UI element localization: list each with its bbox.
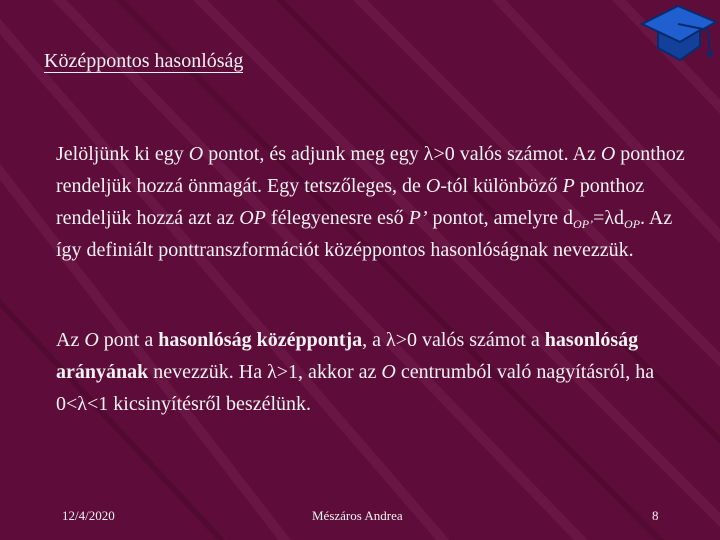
subscript-op-prime xyxy=(573,217,593,231)
slide-title: Középpontos hasonlóság xyxy=(44,50,244,72)
lambda-symbol: λ xyxy=(386,329,396,351)
text-run: centrumból való nagyításról, ha 0< xyxy=(56,361,655,415)
text-run: >1, akkor az xyxy=(276,361,382,383)
lambda-symbol: λ xyxy=(423,143,434,165)
subscript-text: OP xyxy=(624,217,641,231)
terminology-paragraph xyxy=(56,324,696,420)
text-run: nevezzük. Ha xyxy=(148,361,268,383)
lambda-symbol: λ xyxy=(77,393,87,415)
text-run: = xyxy=(593,207,605,229)
text-run: >0 valós számot a xyxy=(395,329,545,351)
graduation-cap-icon xyxy=(638,0,720,76)
footer-date: 12/4/2020 xyxy=(62,508,115,523)
text-run: pontot, és adjunk meg egy xyxy=(203,143,424,165)
text-run: pont a xyxy=(98,329,159,351)
point-o: O xyxy=(188,143,204,165)
text-run: d xyxy=(614,207,625,229)
ray-op: OP xyxy=(239,207,266,229)
footer-page-number: 8 xyxy=(652,508,659,523)
lambda-symbol: λ xyxy=(267,361,277,383)
text-run: Jelöljünk ki egy xyxy=(56,143,189,165)
text-run: <1 kicsinyítésről beszélünk. xyxy=(86,393,311,415)
text-run: >0 valós számot. Az xyxy=(433,143,601,165)
text-run: . Az így definiált ponttranszformációt középpontos hasonlóságnak nevezzük. xyxy=(56,207,673,261)
text-run: -tól különböző xyxy=(440,175,563,197)
text-run: ponthoz rendeljük hozzá önmagát. Egy tetszőleges, de xyxy=(56,143,685,197)
term-center: hasonlóság középpontja xyxy=(158,329,363,351)
point-p: P xyxy=(562,175,575,197)
footer-author: Mészáros Andrea xyxy=(312,508,403,523)
text-run: , a xyxy=(362,329,387,351)
point-p-prime: P’ xyxy=(408,207,428,229)
point-o: O xyxy=(84,329,99,351)
point-o: O xyxy=(425,175,441,197)
subscript-text: OP’ xyxy=(573,217,594,231)
term-ratio: hasonlóság arányának xyxy=(56,329,639,383)
lambda-symbol: λ xyxy=(604,207,615,229)
text-run: félegyenesre eső xyxy=(265,207,409,229)
point-o: O xyxy=(600,143,616,165)
text-run: pontot, amelyre d xyxy=(427,207,574,229)
definition-paragraph xyxy=(56,138,696,266)
text-run: ponthoz rendeljük hozzá azt az xyxy=(56,175,645,229)
subscript-op xyxy=(624,217,640,231)
text-run: Az xyxy=(56,329,85,351)
point-o: O xyxy=(381,361,396,383)
